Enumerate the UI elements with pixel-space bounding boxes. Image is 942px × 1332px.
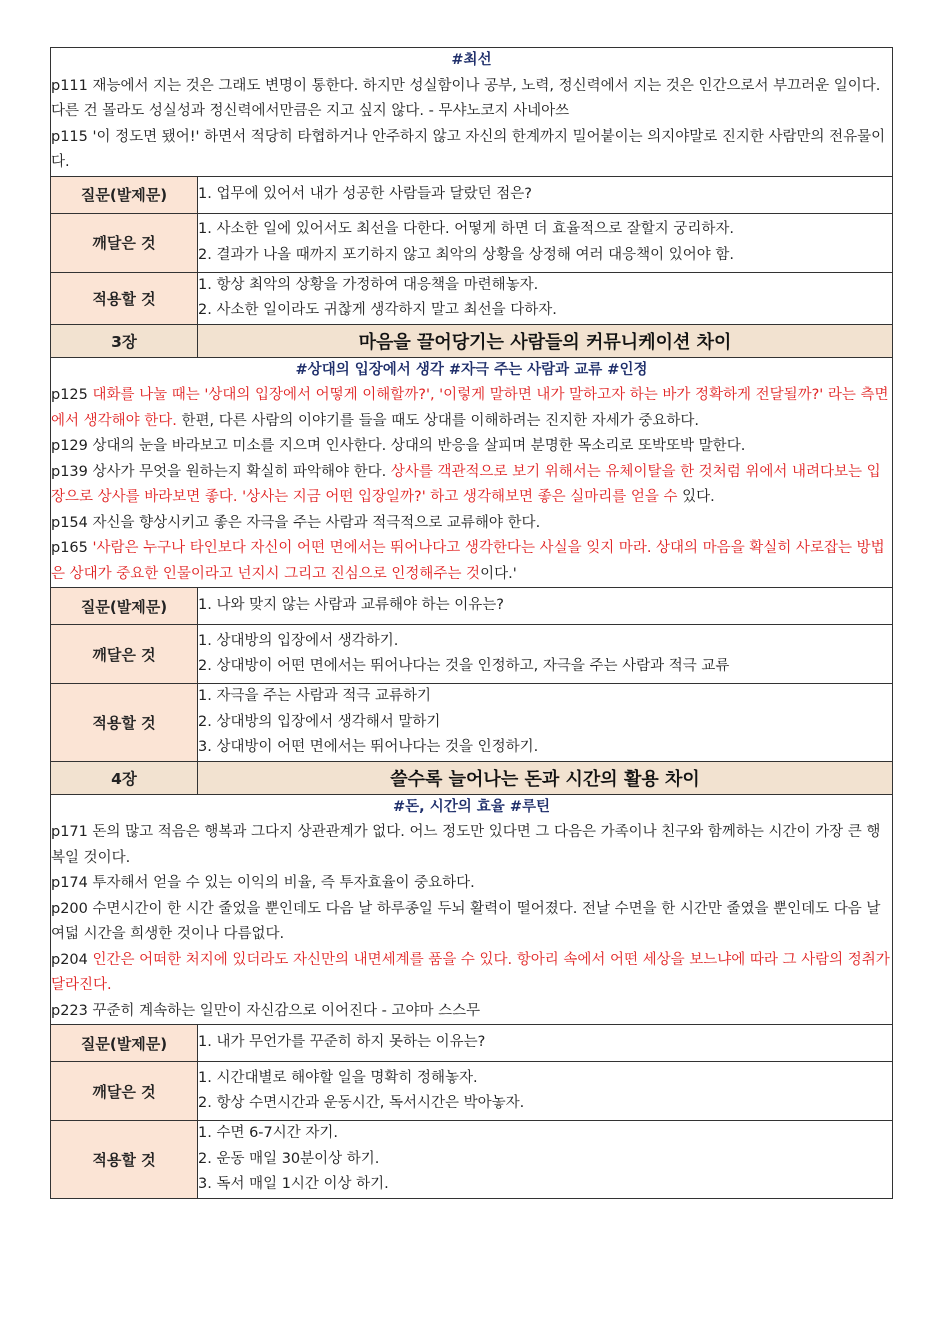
list-item: 3. 상대방이 어떤 면에서는 뛰어나다는 것을 인정하기. — [198, 739, 539, 755]
highlighted-text: 인간은 어떠한 처지에 있더라도 자신만의 내면세계를 품을 수 있다. 항아리 속에서 어떤 세상을 보느냐에 따라 그 사람의 정취가 달라진다. — [51, 951, 890, 993]
hashtags: #최선 — [451, 52, 492, 68]
quote-text: p165 — [51, 540, 93, 556]
quote-text: p139 상사가 무엇을 원하는지 확실히 파악해야 한다. — [51, 463, 391, 480]
quote-list — [51, 820, 892, 1024]
reading-notes-table — [50, 47, 893, 1199]
quote-text: 있다. — [677, 489, 715, 505]
list-item: 1. 항상 최악의 상황을 가정하여 대응책을 마련해놓자. — [198, 276, 539, 293]
list-item: 1. 사소한 일에 있어서도 최선을 다한다. 어떻게 하면 더 효율적으로 잘할지 궁리하자. — [198, 221, 734, 237]
apply-label: 적용할 것 — [51, 1121, 198, 1199]
question-label: 질문(발제문) — [51, 588, 198, 625]
question-content — [198, 1025, 893, 1062]
apply-content — [198, 1121, 893, 1199]
quote-text: p111 재능에서 지는 것은 그래도 변명이 통한다. 하지만 성실함이나 공부, 노력, 정신력에서 지는 것은 인간으로서 부끄러운 일이다. 다른 건 몰라도 성실성과 정신력에서만큼은 지고 싶지 않다. - 무샤노코지 사네아쓰 — [51, 77, 881, 119]
apply-content — [198, 272, 893, 324]
chapter-number: 3장 — [51, 324, 198, 357]
quote-text: p154 자신을 향상시키고 좋은 자극을 주는 사람과 적극적으로 교류해야 한다. — [51, 514, 541, 531]
question-label: 질문(발제문) — [51, 176, 198, 213]
quote-text: p174 투자해서 얻을 수 있는 이익의 비율, 즉 투자효율이 중요하다. — [51, 875, 475, 891]
list-item: 3. 독서 매일 1시간 이상 하기. — [198, 1176, 389, 1192]
quote-paragraph — [51, 897, 892, 948]
quote-text: p171 돈의 많고 적음은 행복과 그다지 상관관계가 없다. 어느 정도만 있다면 그 다음은 가족이나 친구와 함께하는 시간이 가장 큰 행복일 것이다. — [51, 824, 881, 866]
highlighted-text: '사람은 누구나 타인보다 자신이 어떤 면에서는 뛰어나다고 생각한다는 사실을 잊지 마라. 상대의 마음을 확실히 사로잡는 방법은 상대가 중요한 인물이라고 넌지시 그리고 진심으로 인정해주는 것 — [51, 540, 885, 582]
quote-text: p129 상대의 눈을 바라보고 미소를 지으며 인사한다. 상대의 반응을 살피며 분명한 목소리로 또박또박 말한다. — [51, 438, 746, 454]
chapter-title: 마음을 끌어당기는 사람들의 커뮤니케이션 차이 — [198, 324, 893, 357]
quote-list — [51, 383, 892, 587]
realized-content — [198, 1062, 893, 1121]
list-item: 2. 결과가 나올 때까지 포기하지 않고 최악의 상황을 상정해 여러 대응책이 있어야 함. — [198, 246, 734, 263]
apply-label: 적용할 것 — [51, 272, 198, 324]
quote-text: p204 — [51, 951, 93, 968]
list-item: 2. 항상 수면시간과 운동시간, 독서시간은 박아놓자. — [198, 1095, 525, 1111]
list-item: 1. 나와 맞지 않는 사람과 교류해야 하는 이유는? — [198, 597, 504, 614]
realized-content — [198, 625, 893, 684]
list-item: 2. 상대방의 입장에서 생각해서 말하기 — [198, 713, 441, 730]
apply-label: 적용할 것 — [51, 684, 198, 762]
chapter-title: 쓸수록 늘어나는 돈과 시간의 활용 차이 — [198, 761, 893, 794]
quote-text: 한편, 다른 사람의 이야기를 들을 때도 상대를 이해하려는 진지한 자세가 중요하다. — [176, 412, 700, 429]
chapter-number: 4장 — [51, 761, 198, 794]
list-item: 1. 시간대별로 해야할 일을 명확히 정해놓자. — [198, 1069, 478, 1086]
quote-paragraph — [51, 820, 892, 871]
quote-paragraph — [51, 125, 892, 176]
list-item: 1. 업무에 있어서 내가 성공한 사람들과 달랐던 점은? — [198, 185, 532, 202]
hashtags: #상대의 입장에서 생각 #자극 주는 사람과 교류 #인정 — [295, 361, 648, 378]
quote-paragraph — [51, 383, 892, 434]
realized-label: 깨달은 것 — [51, 1062, 198, 1121]
section-notes — [51, 48, 893, 177]
realized-label: 깨달은 것 — [51, 213, 198, 272]
realized-content — [198, 213, 893, 272]
quote-text: p115 '이 정도면 됐어!' 하면서 적당히 타협하거나 안주하지 않고 자신의 한계까지 밀어붙이는 의지야말로 진지한 사람만의 전유물이다. — [51, 128, 886, 170]
quote-paragraph — [51, 74, 892, 125]
section-notes — [51, 357, 893, 588]
quote-paragraph — [51, 948, 892, 999]
quote-paragraph — [51, 511, 892, 537]
apply-content — [198, 684, 893, 762]
question-content — [198, 588, 893, 625]
list-item: 2. 상대방이 어떤 면에서는 뛰어나다는 것을 인정하고, 자극을 주는 사람과 적극 교류 — [198, 658, 730, 674]
quote-list — [51, 74, 892, 176]
quote-text: p200 수면시간이 한 시간 줄었을 뿐인데도 다음 날 하루종일 두뇌 활력이 떨어졌다. 전날 수면을 한 시간만 줄였을 뿐인데도 다음 날 여덟 시간을 희생한 것이나 다름없다. — [51, 900, 881, 942]
list-item: 1. 수면 6-7시간 자기. — [198, 1125, 338, 1141]
list-item: 1. 상대방의 입장에서 생각하기. — [198, 632, 399, 649]
quote-text: p125 — [51, 387, 93, 403]
quote-paragraph — [51, 434, 892, 460]
list-item: 2. 운동 매일 30분이상 하기. — [198, 1150, 380, 1167]
question-label: 질문(발제문) — [51, 1025, 198, 1062]
quote-paragraph — [51, 536, 892, 587]
quote-paragraph — [51, 460, 892, 511]
quote-paragraph — [51, 871, 892, 897]
highlighted-text: 상사를 객관적으로 보기 위해서는 유체이탈을 한 것처럼 위에서 내려다보는 입장으로 상사를 바라보면 좋다. '상사는 지금 어떤 입장일까?' 하고 생각해보면 좋은 실마리를 얻을 수 — [51, 463, 881, 505]
question-content — [198, 176, 893, 213]
section-notes — [51, 794, 893, 1025]
quote-text: 이다.' — [480, 565, 517, 582]
hashtags: #돈, 시간의 효율 #루틴 — [392, 798, 550, 815]
list-item: 2. 사소한 일이라도 귀찮게 생각하지 말고 최선을 다하자. — [198, 302, 557, 318]
list-item: 1. 자극을 주는 사람과 적극 교류하기 — [198, 688, 431, 704]
highlighted-text: 대화를 나눌 때는 '상대의 입장에서 어떻게 이해할까?', '이렇게 말하면 내가 말하고자 하는 바가 정확하게 전달될까?' 라는 측면에서 생각해야 한다. — [51, 387, 889, 429]
list-item: 1. 내가 무언가를 꾸준히 하지 못하는 이유는? — [198, 1034, 486, 1051]
quote-text: p223 꾸준히 계속하는 일만이 자신감으로 이어진다 - 고야마 스스무 — [51, 1002, 481, 1019]
quote-paragraph — [51, 999, 892, 1025]
realized-label: 깨달은 것 — [51, 625, 198, 684]
